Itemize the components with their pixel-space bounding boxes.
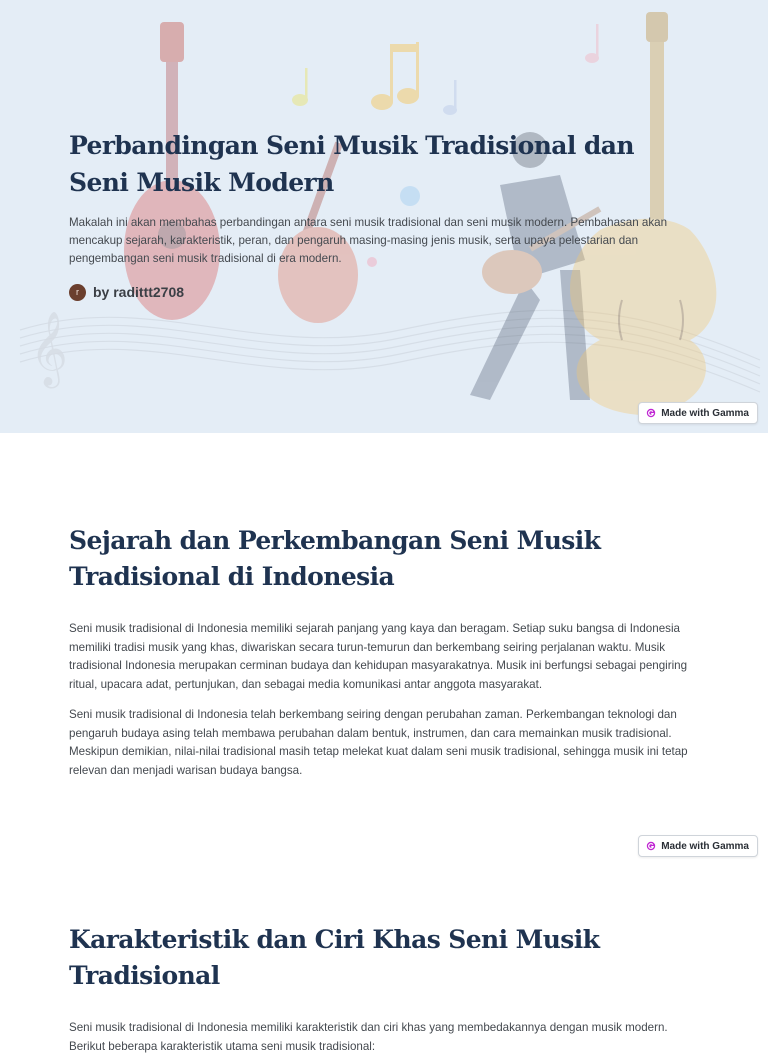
gamma-logo-icon <box>646 408 656 418</box>
svg-text:𝄞: 𝄞 <box>30 312 68 386</box>
badge-label: Made with Gamma <box>661 407 749 419</box>
paragraph: Seni musik tradisional di Indonesia telah berkembang seiring dengan perubahan zaman. Perkembangan teknologi dan pengaruh budaya asing telah membawa perubahan dalam bentuk, instrumen, dan cara memainkan musik tradisional. Meskipun demikian, nilai-nilai tradisional masih tetap melekat kuat dalam seni musik tradisional, sehingga musik ini tetap relevan dan menjadi warisan budaya bangsa. <box>69 708 688 777</box>
made-with-gamma-button[interactable] <box>638 402 758 424</box>
hero-card <box>0 0 768 433</box>
paragraph: Seni musik tradisional di Indonesia memiliki sejarah panjang yang kaya dan beragam. Setiap suku bangsa di Indonesia memiliki tradisi musik yang khas, diwariskan secara turun-temurun dan berkembang seiring perjalanan waktu. Musik tradisional Indonesia merupakan cerminan budaya dan kehidupan masyarakatnya. Musik ini berfungsi sebagai pengiring ritual, upacara adat, pertunjukan, dan sebagai media komunikasi antar anggota masyarakat. <box>69 622 688 691</box>
gamma-logo-icon <box>646 841 656 851</box>
avatar: r <box>69 284 86 301</box>
hero-content <box>69 127 669 301</box>
section-history <box>0 523 699 780</box>
section-title: Sejarah dan Perkembangan Seni Musik Tradisional di Indonesia <box>69 526 601 591</box>
paragraph: Seni musik tradisional di Indonesia memiliki karakteristik dan ciri khas yang membedakannya dengan musik modern. Berikut beberapa karakteristik utama seni musik tradisional: <box>69 1021 668 1053</box>
author-line <box>69 284 669 301</box>
page-title: Perbandingan Seni Musik Tradisional dan Seni Musik Modern <box>69 131 634 197</box>
section-characteristics <box>0 922 699 1056</box>
made-with-gamma-button[interactable] <box>638 835 758 857</box>
hero-description: Makalah ini akan membahas perbandingan antara seni musik tradisional dan seni musik modern. Pembahasan akan mencakup sejarah, karakteristik, peran, dan pengaruh masing-masing jenis musik, serta upaya pelestarian dan pengembangan seni musik tradisional di era modern. <box>69 216 668 266</box>
badge-label: Made with Gamma <box>661 840 749 852</box>
section-title: Karakteristik dan Ciri Khas Seni Musik Tradisional <box>69 925 600 990</box>
author-name: by radittt2708 <box>93 284 185 301</box>
